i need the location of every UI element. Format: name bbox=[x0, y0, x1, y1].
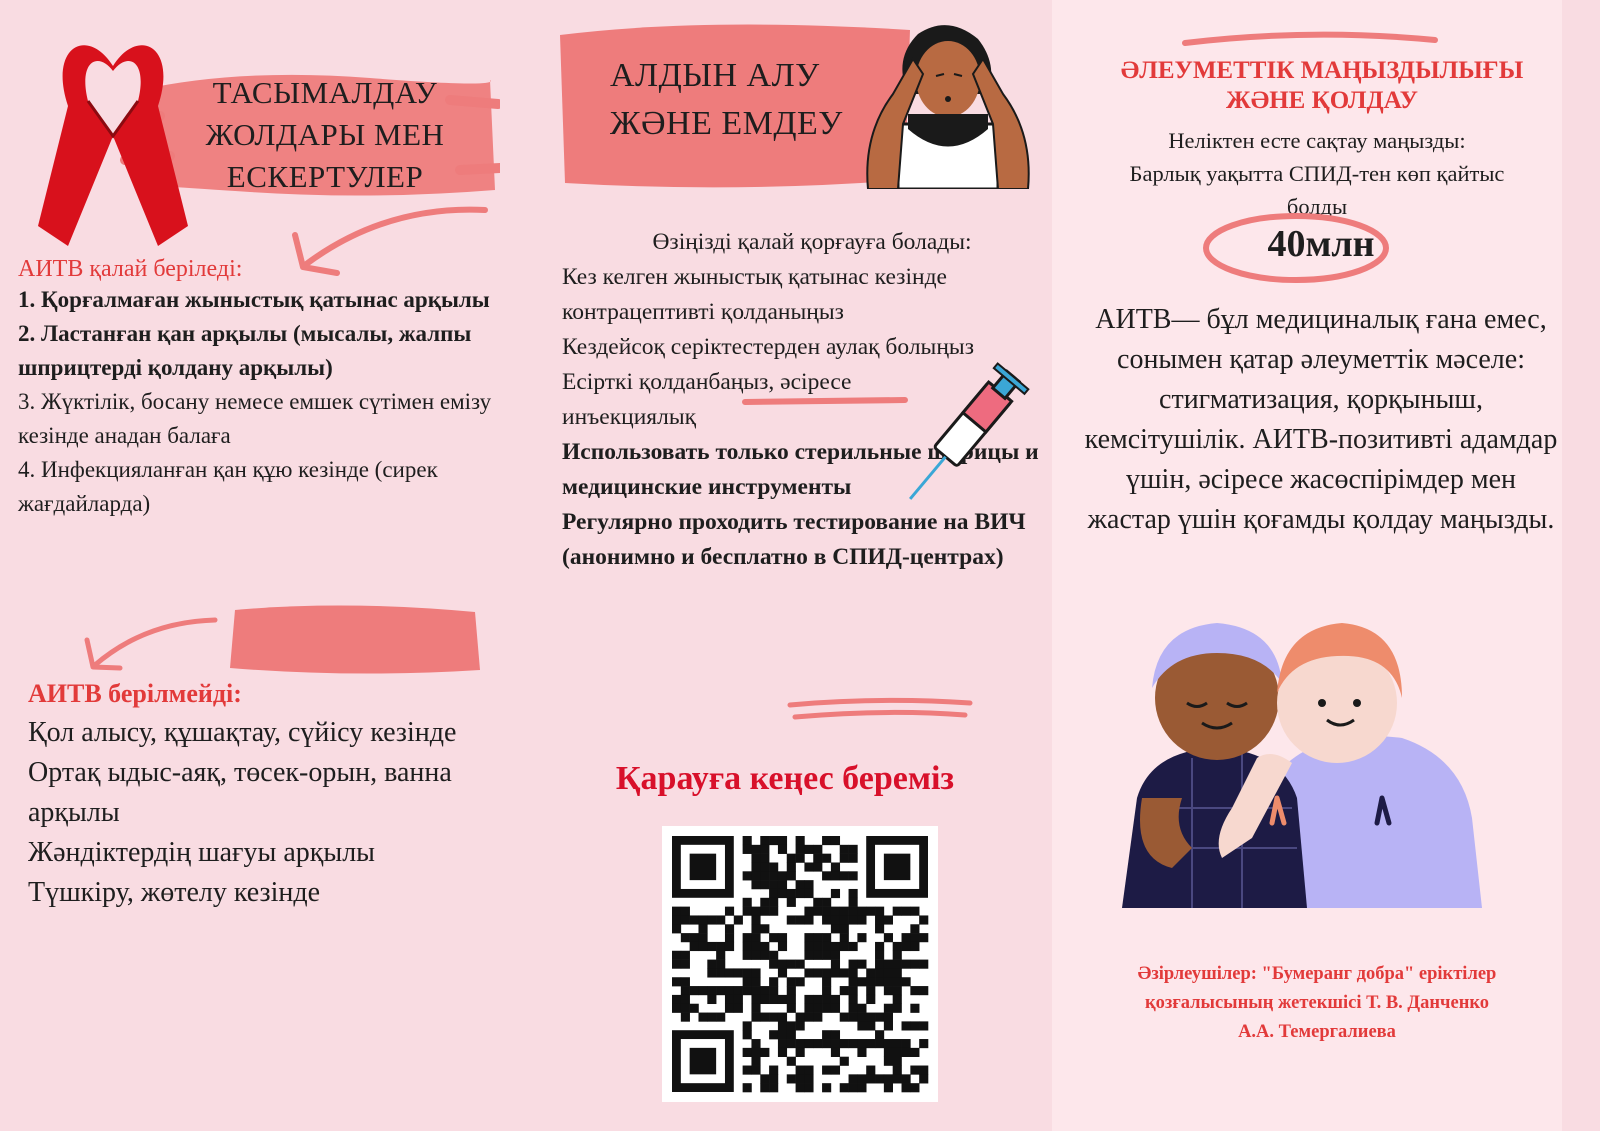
qr-code[interactable] bbox=[662, 826, 938, 1102]
page-title-prevention bbox=[610, 52, 870, 148]
hugging-people-illustration bbox=[1112, 608, 1482, 908]
brush-stroke bbox=[1180, 28, 1440, 58]
title-line: ЖОЛДАРЫ МЕН bbox=[205, 117, 445, 152]
brush-stroke bbox=[740, 392, 910, 412]
section-heading: АИТВ берілмейді: bbox=[28, 679, 242, 708]
title-line: ЖӘНЕ ЕМДЕУ bbox=[610, 105, 843, 142]
text-line: қозғалысының жетекшісі Т. В. Данченко bbox=[1144, 993, 1490, 1013]
brush-stroke bbox=[785, 695, 975, 725]
authors-credits bbox=[1082, 960, 1552, 1047]
social-issue-text: АИТВ— бұл медициналық ғана емес, сонымен қатар әлеуметтік мәселе: стигматизация, қорқыныш, кемсітушілік. АИТВ-позитивті адамдар үшін, әсіресе жасөспірімдер мен жастар үшін қоғамды қолдау маңызды. bbox=[1084, 304, 1558, 535]
page-title-social bbox=[1092, 56, 1552, 116]
no-transmission-list bbox=[28, 675, 508, 913]
qr-code-pattern bbox=[662, 826, 938, 1102]
list-item: 1. Қорғалмаған жыныстық қатынас арқылы bbox=[18, 287, 490, 312]
list-item: Кездейсоқ серіктестерден аулақ болыңыз bbox=[562, 334, 974, 360]
list-item: Қол алысу, құшақтау, сүйісу кезінде bbox=[28, 717, 457, 748]
brush-stroke bbox=[225, 600, 485, 680]
title-line: ЕСКЕРТУЛЕР bbox=[226, 159, 424, 194]
text-line: болды bbox=[1286, 194, 1348, 219]
list-item: 3. Жүктілік, босану немесе емшек сүтімен емізу кезінде анадан балаға bbox=[18, 389, 492, 448]
list-item: Түшкіру, жөтелу кезінде bbox=[28, 877, 321, 908]
text-line: Неліктен есте сақтау маңызды: bbox=[1168, 128, 1466, 153]
title-line: ТАСЫМАЛДАУ bbox=[212, 75, 438, 110]
section-heading: АИТВ қалай беріледі: bbox=[18, 256, 243, 282]
list-item: Кез келген жыныстық қатынас кезінде контрацептивті қолданыңыз bbox=[562, 264, 947, 325]
title-line: ЖӘНЕ ҚОЛДАУ bbox=[1226, 87, 1418, 114]
list-item: 4. Инфекцияланған қан құю кезінде (сирек жағдайларда) bbox=[18, 457, 438, 516]
list-item: Использовать только стерильные шприцы и медицинские инструменты bbox=[562, 439, 1039, 500]
stressed-woman-illustration bbox=[858, 14, 1033, 189]
list-item: Есірткі қолданбаңыз, әсіресе инъекциялық bbox=[562, 369, 852, 430]
list-item: Жәндіктердің шағуы арқылы bbox=[28, 837, 375, 868]
page-edge bbox=[1562, 0, 1600, 1131]
syringe-icon bbox=[908, 360, 1038, 510]
red-ribbon-icon bbox=[28, 26, 198, 251]
page-title-transmission bbox=[190, 72, 460, 198]
arrow-icon bbox=[75, 610, 225, 680]
text-line: Барлық уақытта СПИД-тен көп қайтыс bbox=[1129, 161, 1505, 186]
title-line: ӘЛЕУМЕТТІК МАҢЫЗДЫЛЫҒЫ bbox=[1120, 57, 1524, 84]
section-heading: Өзіңізді қалай қорғауға болады: bbox=[652, 229, 972, 255]
recommend-heading: Қарауға кеңес береміз bbox=[615, 760, 955, 797]
list-item: Ортақ ыдыс-аяқ, төсек-орын, ванна арқылы bbox=[28, 757, 452, 828]
list-item: Регулярно проходить тестирование на ВИЧ (анонимно и бесплатно в СПИД-центрах) bbox=[562, 509, 1026, 570]
title-line: АЛДЫН АЛУ bbox=[610, 57, 820, 94]
stat-value: 40млн bbox=[1267, 223, 1375, 265]
list-item: 2. Ластанған қан арқылы (мысалы, жалпы шприцтерді қолдану арқылы) bbox=[18, 321, 472, 380]
text-line: Әзірлеушілер: "Бумеранг добра" еріктілер bbox=[1137, 964, 1497, 984]
transmission-list bbox=[18, 256, 518, 521]
text-line: А.А. Темергалиева bbox=[1238, 1022, 1396, 1042]
